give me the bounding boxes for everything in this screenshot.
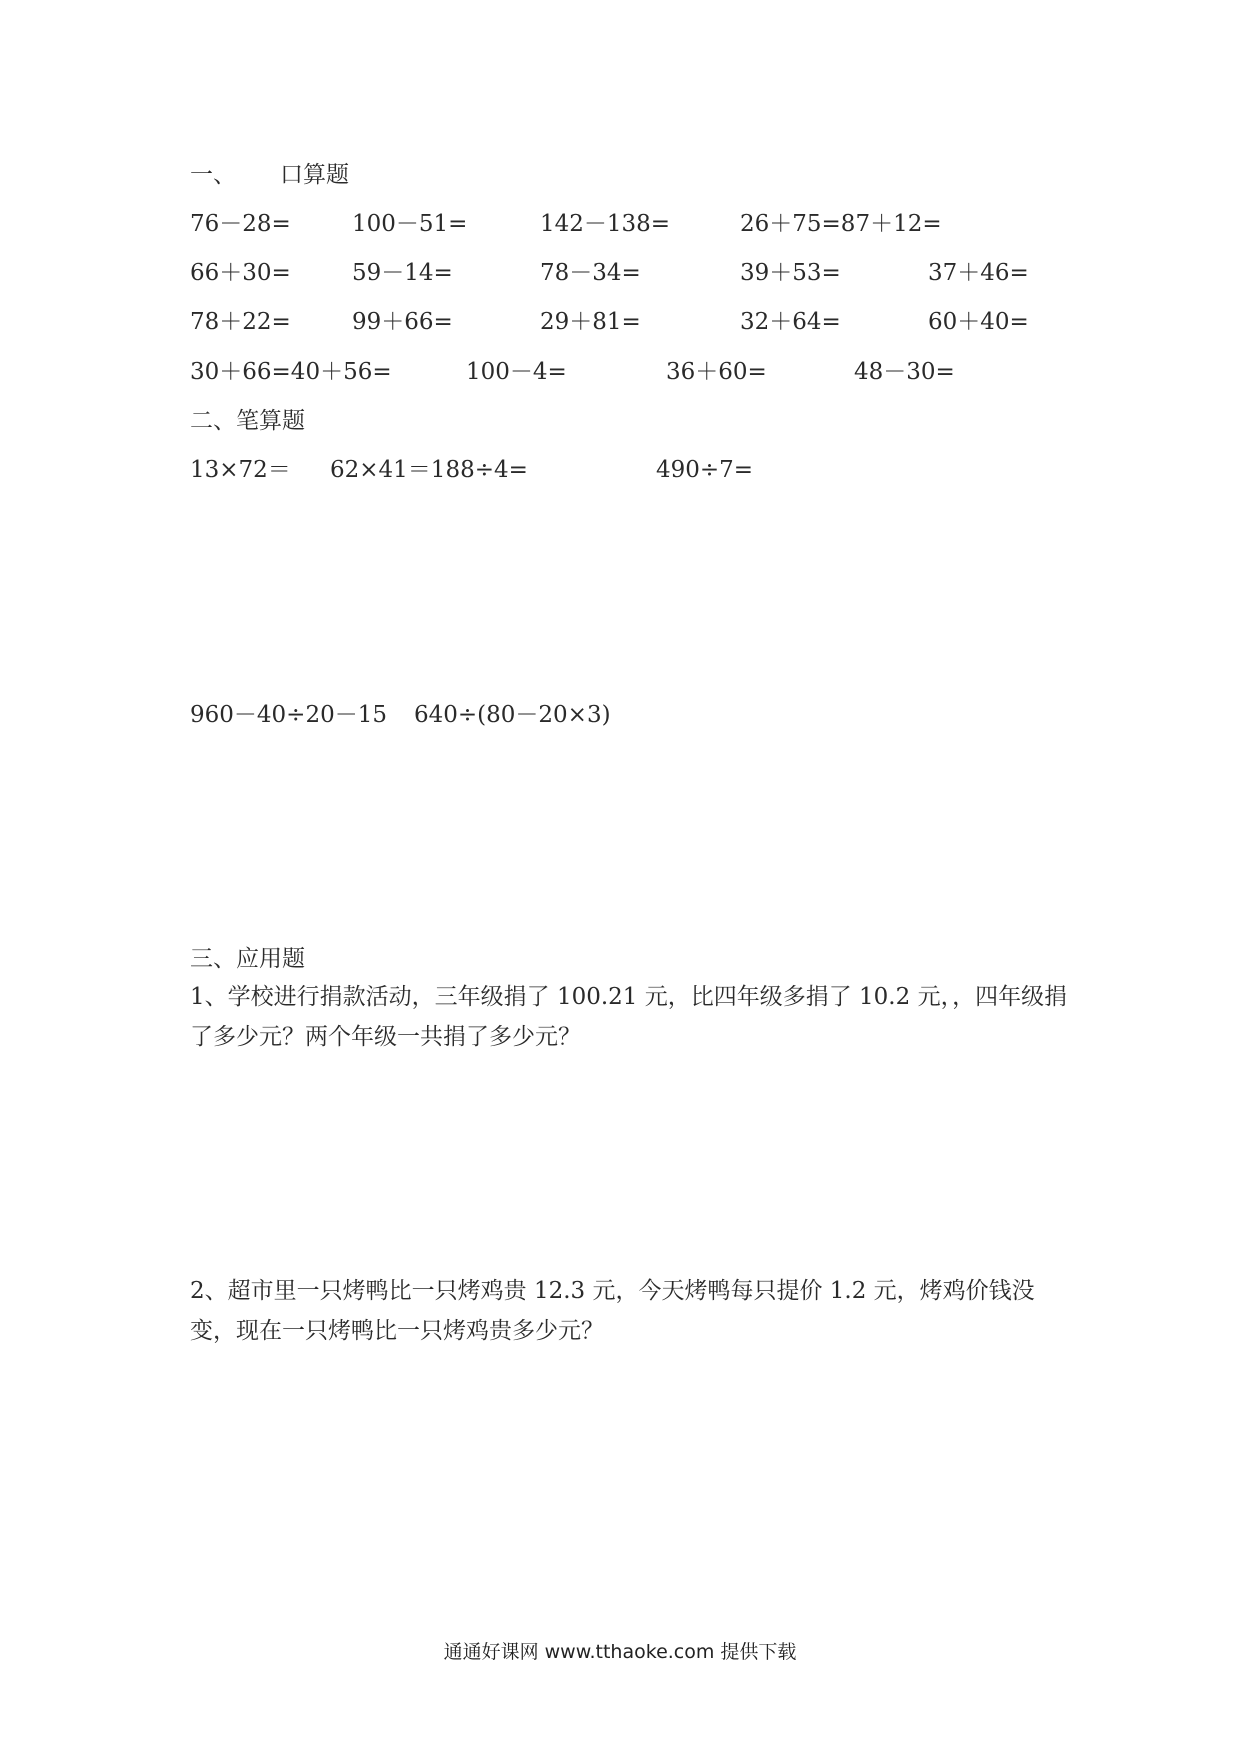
oral-problem: 32＋64= [740, 309, 841, 335]
oral-problem: 78＋22= [190, 309, 291, 335]
section3-title: 三、应用题 [190, 946, 305, 972]
oral-problem: 100－4= [466, 359, 567, 385]
oral-problem: 60＋40= [928, 309, 1029, 335]
section2-title: 二、笔算题 [190, 408, 305, 434]
written-problem: 13×72＝ [190, 457, 291, 483]
section1-title: 口算题 [280, 162, 349, 188]
oral-problem: 29＋81= [540, 309, 641, 335]
oral-problem: 78－34= [540, 260, 641, 286]
oral-problem: 48－30= [854, 359, 955, 385]
oral-problem: 26＋75=87＋12= [740, 211, 942, 237]
oral-problem: 66＋30= [190, 260, 291, 286]
written-problem: 960－40÷20－15 [190, 702, 387, 728]
written-problem: 490÷7= [656, 457, 754, 483]
oral-problem: 76－28= [190, 211, 291, 237]
oral-problem: 59－14= [352, 260, 453, 286]
oral-problem: 37＋46= [928, 260, 1029, 286]
word-problem-1: 1、学校进行捐款活动，三年级捐了 100.21 元，比四年级多捐了 10.2 元，，四年级捐了多少元？两个年级一共捐了多少元？ [190, 984, 1068, 1050]
written-problem: 640÷(80－20×3) [414, 702, 611, 728]
oral-problem: 99＋66= [352, 309, 453, 335]
oral-problem: 142－138= [540, 211, 671, 237]
section1-number: 一、 [190, 162, 236, 188]
word-problem-2: 2、超市里一只烤鸭比一只烤鸡贵 12.3 元，今天烤鸭每只提价 1.2 元，烤鸡价钱没变，现在一只烤鸭比一只烤鸡贵多少元？ [190, 1278, 1035, 1344]
footer-credit: 通通好课网 www.tthaoke.com 提供下载 [443, 1641, 797, 1663]
oral-problem: 39＋53= [740, 260, 841, 286]
written-problem: 62×41＝188÷4= [330, 457, 528, 483]
oral-problem: 30＋66=40＋56= [190, 359, 392, 385]
oral-problem: 100－51= [352, 211, 468, 237]
oral-problem: 36＋60= [666, 359, 767, 385]
